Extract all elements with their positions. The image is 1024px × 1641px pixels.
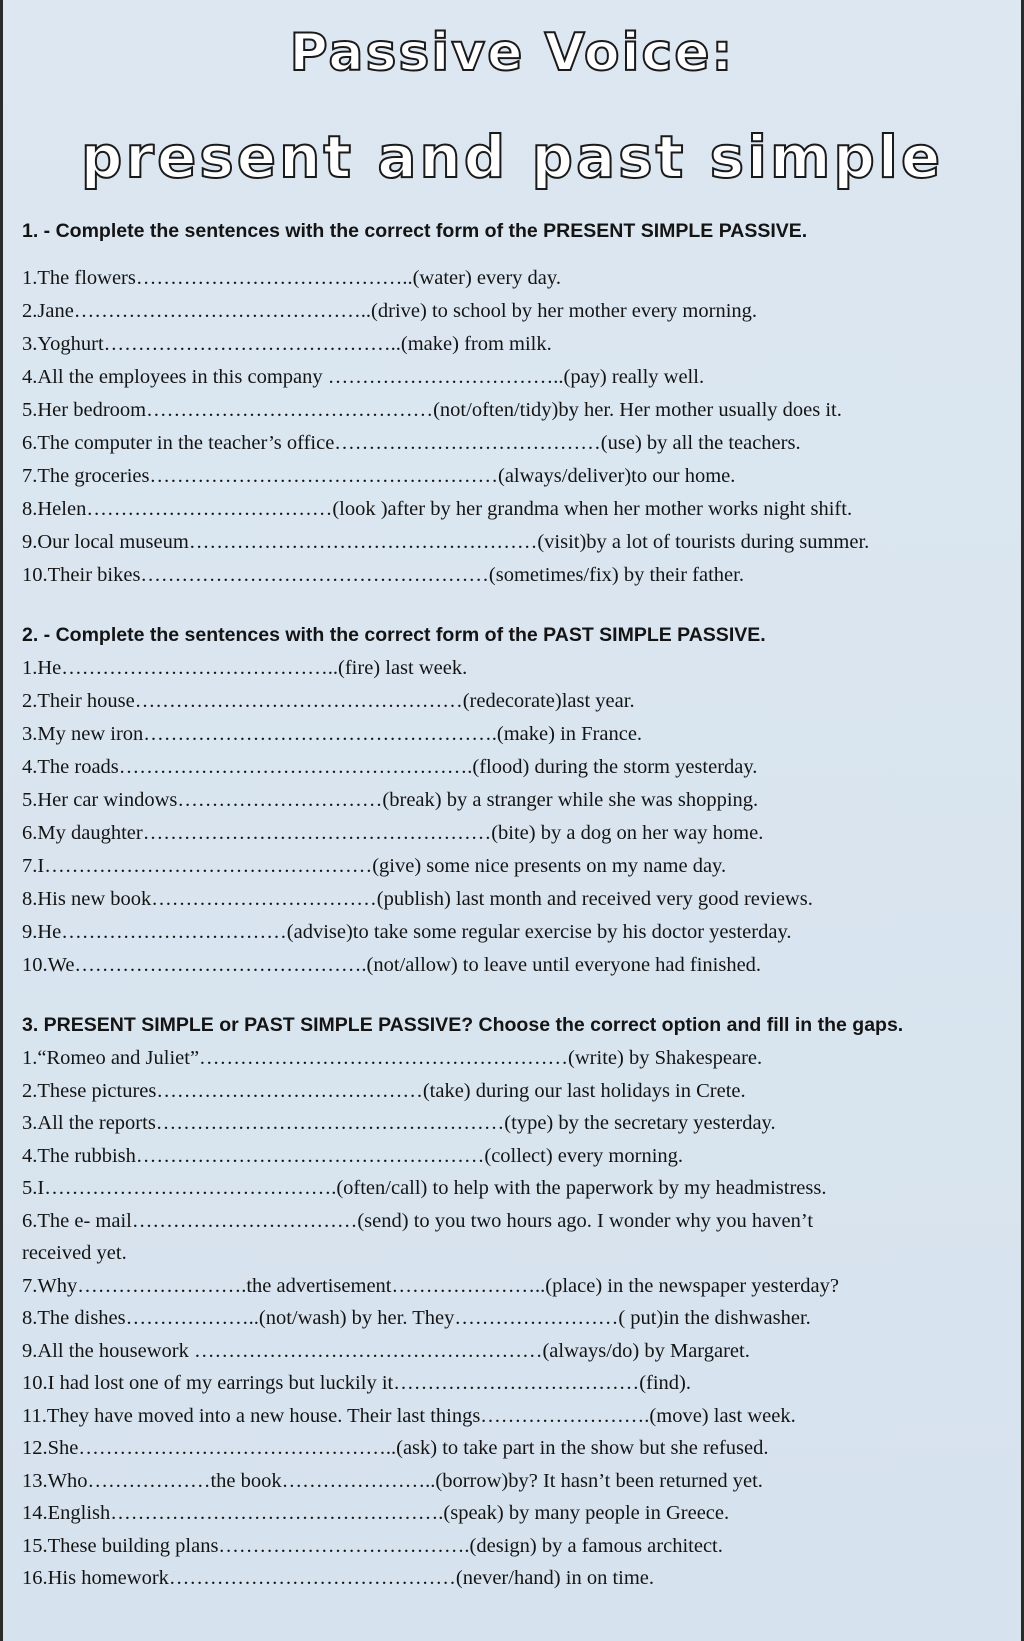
exercise-item: 9.All the housework ……………………………………………(always/do) by Margaret.	[22, 1339, 750, 1362]
exercise-item: 2.Their house…………………………………………(redecorate)last year.	[22, 690, 635, 712]
exercise-item: 9.He……………………………(advise)to take some regular exercise by his doctor yesterday.	[22, 921, 792, 943]
exercise-item: 9.Our local museum……………………………………………(visit)by a lot of tourists during summer.	[22, 531, 870, 553]
exercise-item: 10.Their bikes……………………………………………(sometimes/fix) by their father.	[22, 564, 744, 586]
exercise-3-list	[22, 1042, 1002, 1595]
exercise-item: 8.Helen………………………………(look )after by her grandma when her mother works night shift.	[22, 498, 853, 520]
exercise-item: 13.Who………………the book…………………..(borrow)by? It hasn’t been returned yet.	[22, 1469, 763, 1492]
exercise-item: 6.My daughter……………………………………………(bite) by a dog on her way home.	[22, 822, 764, 844]
exercise-item: 12.She………………………………………..(ask) to take part in the show but she refused.	[22, 1437, 769, 1459]
exercise-item: 6.The e- mail……………………………(send) to you two hours ago. I wonder why you haven’t	[22, 1209, 814, 1232]
exercise-item: 10.I had lost one of my earrings but luckily it………………………………(find).	[22, 1372, 692, 1394]
exercise-item: 8.The dishes………………..(not/wash) by her. They……………………( put)in the dishwasher.	[22, 1307, 811, 1329]
exercise-item: 3.Yoghurt……………………………………..(make) from milk.	[22, 333, 552, 355]
exercise-item: 1.“Romeo and Juliet”………………………………………………(write) by Shakespeare.	[22, 1047, 763, 1069]
worksheet-title-line-2: present and past simple	[80, 123, 944, 191]
exercise-item: 4.The roads…………………………………………….(flood) during the storm yesterday.	[22, 756, 758, 778]
exercise-1-section	[22, 218, 1002, 592]
exercise-1-list	[22, 262, 1002, 592]
exercise-item: 3.All the reports……………………………………………(type) by the secretary yesterday.	[22, 1112, 776, 1134]
exercise-item: 15.These building plans……………………………….(design) by a famous architect.	[22, 1534, 723, 1557]
exercise-item: 5.I…………………………………….(often/call) to help with the paperwork by my headmistress.	[22, 1177, 827, 1199]
exercise-item: 11.They have moved into a new house. Their last things…………………….(move) last week.	[22, 1404, 796, 1427]
exercise-2-heading: 2. - Complete the sentences with the correct form of the PAST SIMPLE PASSIVE.	[22, 624, 766, 646]
exercise-item: 6.The computer in the teacher’s office…………………………………(use) by all the teachers.	[22, 432, 801, 454]
exercise-3-heading: 3. PRESENT SIMPLE or PAST SIMPLE PASSIVE? Choose the correct option and fill in the gaps.	[22, 1014, 904, 1036]
exercise-item-continuation: received yet.	[22, 1242, 127, 1264]
exercise-item: 5.Her bedroom……………………………………(not/often/tidy)by her. Her mother usually does it.	[22, 399, 842, 421]
exercise-item: 10.We…………………………………….(not/allow) to leave until everyone had finished.	[22, 954, 762, 976]
exercise-item: 4.The rubbish……………………………………………(collect) every morning.	[22, 1144, 684, 1167]
page-left-border	[0, 0, 3, 1641]
exercise-item: 2.Jane……………………………………..(drive) to school by her mother every morning.	[22, 300, 758, 322]
exercise-1-heading: 1. - Complete the sentences with the correct form of the PRESENT SIMPLE PASSIVE.	[22, 220, 808, 242]
exercise-item: 4.All the employees in this company ……………………………..(pay) really well.	[22, 366, 705, 388]
worksheet-title-line-1: Passive Voice:	[289, 23, 735, 83]
exercise-item: 7.I…………………………………………(give) some nice presents on my name day.	[22, 855, 727, 877]
exercise-item: 1.He…………………………………..(fire) last week.	[22, 657, 468, 679]
exercise-item: 5.Her car windows…………………………(break) by a stranger while she was shopping.	[22, 789, 759, 811]
exercise-3-section	[22, 1012, 1002, 1595]
exercise-item: 7.Why…………………….the advertisement…………………..(place) in the newspaper yesterday?	[22, 1274, 839, 1297]
exercise-item: 2.These pictures…………………………………(take) during our last holidays in Crete.	[22, 1079, 746, 1102]
exercise-item: 3.My new iron…………………………………………….(make) in France.	[22, 723, 643, 745]
exercise-item: 1.The flowers…………………………………..(water) every day.	[22, 267, 561, 289]
exercise-2-section	[22, 622, 1002, 982]
exercise-item: 8.His new book……………………………(publish) last month and received very good reviews.	[22, 888, 813, 910]
exercise-item: 16.His homework……………………………………(never/hand) in on time.	[22, 1567, 655, 1589]
exercise-2-list	[22, 652, 1002, 982]
exercise-item: 7.The groceries……………………………………………(always/deliver)to our home.	[22, 465, 736, 487]
exercise-item: 14.English………………………………………….(speak) by many people in Greece.	[22, 1502, 730, 1524]
